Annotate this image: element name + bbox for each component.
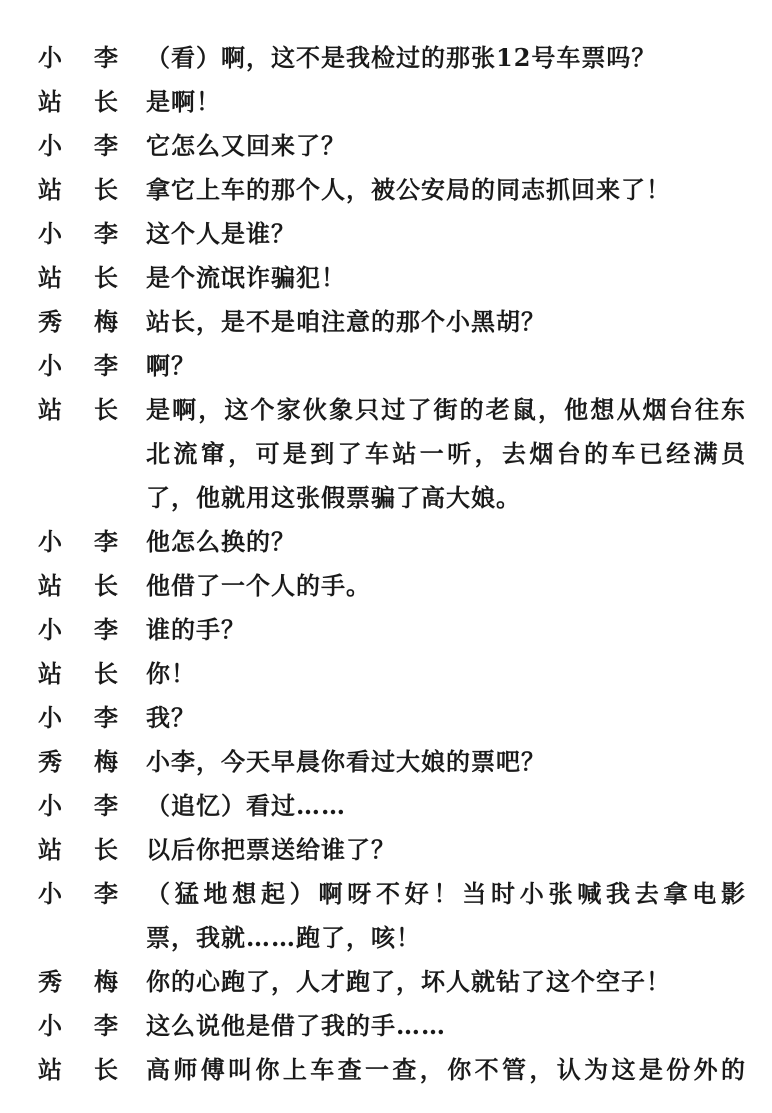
dialogue-text: （猛地想起）啊呀不好！当时小张喊我去拿电影 bbox=[146, 879, 746, 908]
dialogue-line bbox=[0, 346, 772, 386]
dialogue-text: （看）啊，这不是我检过的那张12号车票吗？ bbox=[146, 43, 657, 72]
dialogue-line bbox=[0, 1050, 772, 1090]
dialogue-text: 是啊，这个家伙象只过了街的老鼠，他想从烟台往东 bbox=[146, 395, 746, 424]
dialogue-text: （追忆）看过…… bbox=[146, 791, 346, 820]
speaker-name: 小李 bbox=[38, 615, 150, 644]
speaker-name: 站长 bbox=[38, 395, 150, 424]
speaker-name: 小李 bbox=[38, 131, 150, 160]
dialogue-text: 你！ bbox=[146, 659, 196, 688]
speaker-name: 站长 bbox=[38, 835, 150, 864]
dialogue-line bbox=[0, 170, 772, 210]
dialogue-text: 票，我就……跑了，咳！ bbox=[146, 923, 421, 952]
dialogue-text: 啊？ bbox=[146, 351, 196, 380]
dialogue-text: 他借了一个人的手。 bbox=[146, 571, 371, 600]
dialogue-text: 高师傅叫你上车查一查，你不管，认为这是份外的 bbox=[146, 1055, 746, 1084]
speaker-name: 秀梅 bbox=[38, 307, 150, 336]
dialogue-text: 拿它上车的那个人，被公安局的同志抓回来了！ bbox=[146, 175, 671, 204]
speaker-name: 小李 bbox=[38, 351, 150, 380]
dialogue-text: 了，他就用这张假票骗了高大娘。 bbox=[146, 483, 521, 512]
speaker-name: 站长 bbox=[38, 87, 150, 116]
dialogue-text: 站长，是不是咱注意的那个小黑胡？ bbox=[146, 307, 546, 336]
speaker-name bbox=[38, 478, 138, 518]
speaker-name: 小李 bbox=[38, 43, 150, 72]
dialogue-line bbox=[0, 434, 772, 474]
dialogue-text: 小李，今天早晨你看过大娘的票吧？ bbox=[146, 747, 546, 776]
dialogue-line bbox=[0, 126, 772, 166]
dialogue-line bbox=[0, 258, 772, 298]
dialogue-line bbox=[0, 390, 772, 430]
dialogue-line bbox=[0, 874, 772, 914]
dialogue-text: 是个流氓诈骗犯！ bbox=[146, 263, 346, 292]
speaker-name: 小李 bbox=[38, 703, 150, 732]
dialogue-line bbox=[0, 918, 772, 958]
speaker-name: 站长 bbox=[38, 571, 150, 600]
dialogue-text: 谁的手？ bbox=[146, 615, 246, 644]
speaker-name: 小李 bbox=[38, 219, 150, 248]
speaker-name: 站长 bbox=[38, 659, 150, 688]
dialogue-line bbox=[0, 478, 772, 518]
speaker-name: 小李 bbox=[38, 879, 150, 908]
speaker-name: 小李 bbox=[38, 791, 150, 820]
speaker-name: 站长 bbox=[38, 263, 150, 292]
dialogue-text: 以后你把票送给谁了？ bbox=[146, 835, 396, 864]
speaker-name: 小李 bbox=[38, 527, 150, 556]
dialogue-text: 它怎么又回来了？ bbox=[146, 131, 346, 160]
dialogue-text: 北流窜，可是到了车站一听，去烟台的车已经满员 bbox=[146, 439, 746, 468]
dialogue-line bbox=[0, 610, 772, 650]
dialogue-line bbox=[0, 38, 772, 78]
dialogue-line bbox=[0, 742, 772, 782]
dialogue-line bbox=[0, 82, 772, 122]
dialogue-text: 这么说他是借了我的手…… bbox=[146, 1011, 446, 1040]
dialogue-line bbox=[0, 654, 772, 694]
dialogue-line bbox=[0, 962, 772, 1002]
dialogue-text: 你的心跑了，人才跑了，坏人就钻了这个空子！ bbox=[146, 967, 671, 996]
speaker-name: 站长 bbox=[38, 175, 150, 204]
speaker-name: 秀梅 bbox=[38, 747, 150, 776]
dialogue-line bbox=[0, 214, 772, 254]
dialogue-line bbox=[0, 786, 772, 826]
dialogue-line bbox=[0, 830, 772, 870]
dialogue-line bbox=[0, 698, 772, 738]
dialogue-text: 他怎么换的？ bbox=[146, 527, 296, 556]
speaker-name: 小李 bbox=[38, 1011, 150, 1040]
speaker-name: 秀梅 bbox=[38, 967, 150, 996]
dialogue-text: 是啊！ bbox=[146, 87, 221, 116]
dialogue-text: 这个人是谁？ bbox=[146, 219, 296, 248]
dialogue-line bbox=[0, 522, 772, 562]
dialogue-line bbox=[0, 1006, 772, 1046]
dialogue-line bbox=[0, 302, 772, 342]
speaker-name: 站长 bbox=[38, 1055, 150, 1084]
speaker-name bbox=[38, 434, 138, 474]
speaker-name bbox=[38, 918, 138, 958]
dialogue-line bbox=[0, 566, 772, 606]
dialogue-text: 我？ bbox=[146, 703, 196, 732]
